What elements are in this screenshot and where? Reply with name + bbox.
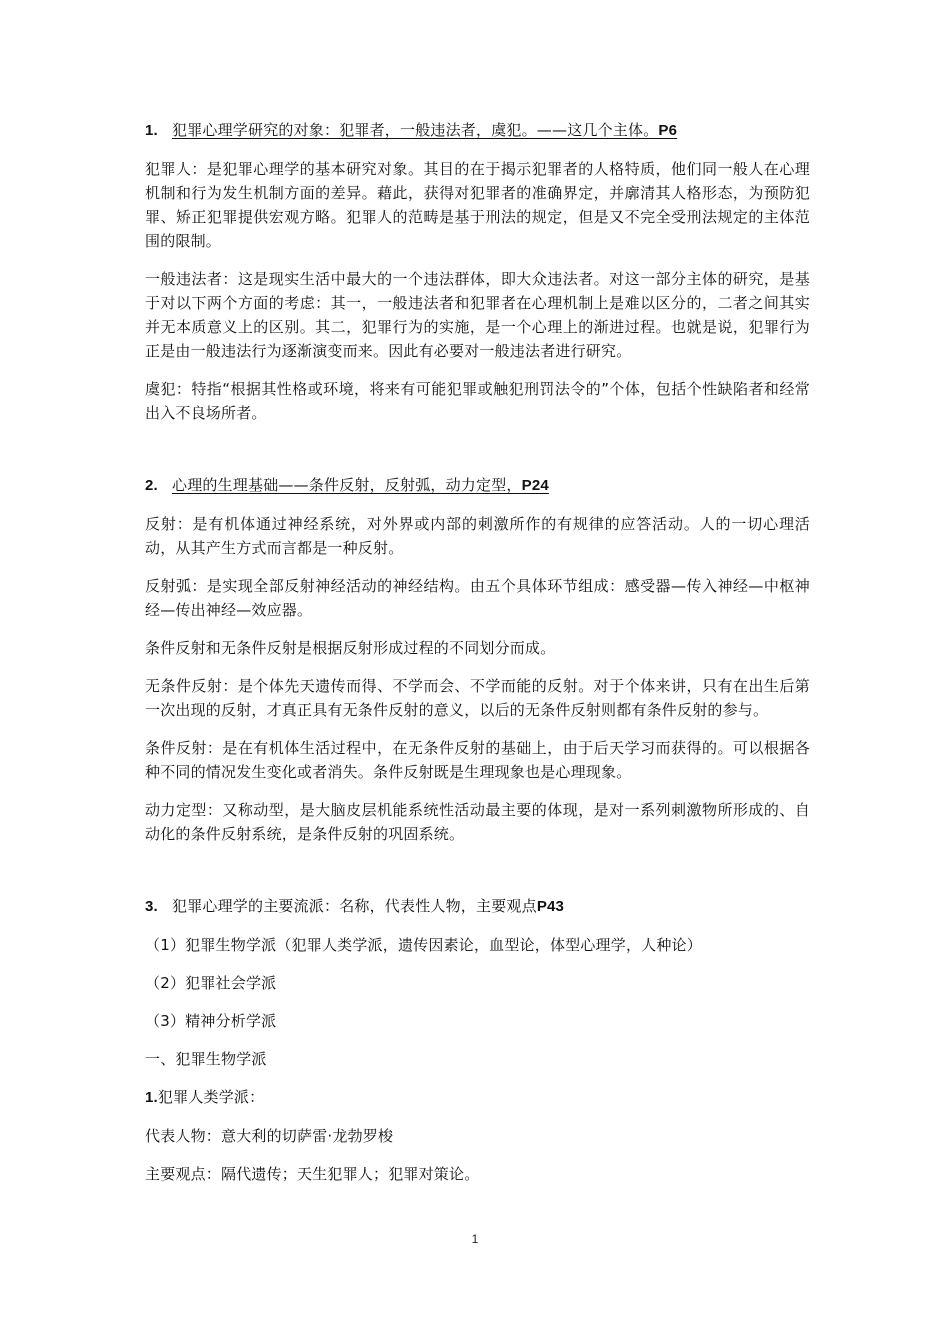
paragraph: 主要观点：隔代遗传；天生犯罪人；犯罪对策论。 <box>145 1165 480 1183</box>
page-reference: P6 <box>658 122 678 139</box>
section-1-heading <box>145 118 810 143</box>
paragraph: 动力定型：又称动型，是大脑皮层机能系统性活动最主要的体现，是对一系列刺激物所形成的、自动化的条件反射系统，是条件反射的巩固系统。 <box>145 801 810 843</box>
sub-title: 犯罪人类学派： <box>157 1088 265 1106</box>
section-title: 犯罪心理学的主要流派：名称，代表性人物，主要观点 <box>172 897 537 915</box>
section-title-text: 心理的生理基础——条件反射，反射弧，动力定型， <box>172 476 522 494</box>
sub-number: 1. <box>145 1089 158 1106</box>
paragraph: 反射弧：是实现全部反射神经活动的神经结构。由五个具体环节组成：感受器—传入神经—中枢神经—传出神经—效应器。 <box>145 577 810 619</box>
section-3-heading <box>145 894 810 919</box>
paragraph: 条件反射和无条件反射是根据反射形成过程的不同划分而成。 <box>145 639 556 657</box>
page-reference: P24 <box>521 477 549 494</box>
paragraph: 代表人物：意大利的切萨雷·龙勃罗梭 <box>145 1127 394 1145</box>
section-title <box>172 121 677 139</box>
section-2-heading <box>145 473 810 498</box>
paragraph: 无条件反射：是个体先天遗传而得、不学而会、不学而能的反射。对于个体来讲，只有在出生后第一次出现的反射，才真正具有无条件反射的意义，以后的无条件反射则都有条件反射的参与。 <box>145 677 810 719</box>
page-reference: P43 <box>536 898 565 915</box>
subsection-heading: 一、犯罪生物学派 <box>145 1050 267 1068</box>
paragraph: 条件反射：是在有机体生活过程中，在无条件反射的基础上，由于后天学习而获得的。可以根据各种不同的情况发生变化或者消失。条件反射既是生理现象也是心理现象。 <box>145 739 810 781</box>
paragraph: 一般违法者：这是现实生活中最大的一个违法群体，即大众违法者。对这一部分主体的研究，是基于对以下两个方面的考虑：其一，一般违法者和犯罪者在心理机制上是难以区分的，二者之间其实并无本质意义上的区别。其二，犯罪行为的实施，是一个心理上的渐进过程。也就是说，犯罪行为正是由一般违法行为逐渐演变而来。因此有必要对一般违法者进行研究。 <box>145 270 810 360</box>
list-item: （1）犯罪生物学派（犯罪人类学派，遗传因素论，血型论，体型心理学，人种论） <box>145 936 702 954</box>
section-number: 2. <box>145 477 158 494</box>
paragraph: 反射：是有机体通过神经系统，对外界或内部的刺激所作的有规律的应答活动。人的一切心理活动，从其产生方式而言都是一种反射。 <box>145 515 810 557</box>
section-number: 1. <box>145 122 158 139</box>
page-number: 1 <box>471 1232 479 1246</box>
list-item: （2）犯罪社会学派 <box>145 974 277 992</box>
section-title <box>172 476 549 494</box>
paragraph: 犯罪人：是犯罪心理学的基本研究对象。其目的在于揭示犯罪者的人格特质，他们同一般人在心理机制和行为发生机制方面的差异。藉此，获得对犯罪者的准确界定，并廓清其人格形态，为预防犯罪、矫正犯罪提供宏观方略。犯罪人的范畴是基于刑法的规定，但是又不完全受刑法规定的主体范围的限制。 <box>145 160 810 250</box>
section-number: 3. <box>145 898 158 915</box>
sub-subsection-heading <box>145 1085 810 1110</box>
document-body <box>145 118 810 1186</box>
section-title-text: 犯罪心理学研究的对象：犯罪者，一般违法者，虞犯。——这几个主体。 <box>172 121 659 139</box>
list-item: （3）精神分析学派 <box>145 1012 277 1030</box>
paragraph: 虞犯：特指“根据其性格或环境，将来有可能犯罪或触犯刑罚法令的”个体，包括个性缺陷者和经常出入不良场所者。 <box>145 380 810 422</box>
